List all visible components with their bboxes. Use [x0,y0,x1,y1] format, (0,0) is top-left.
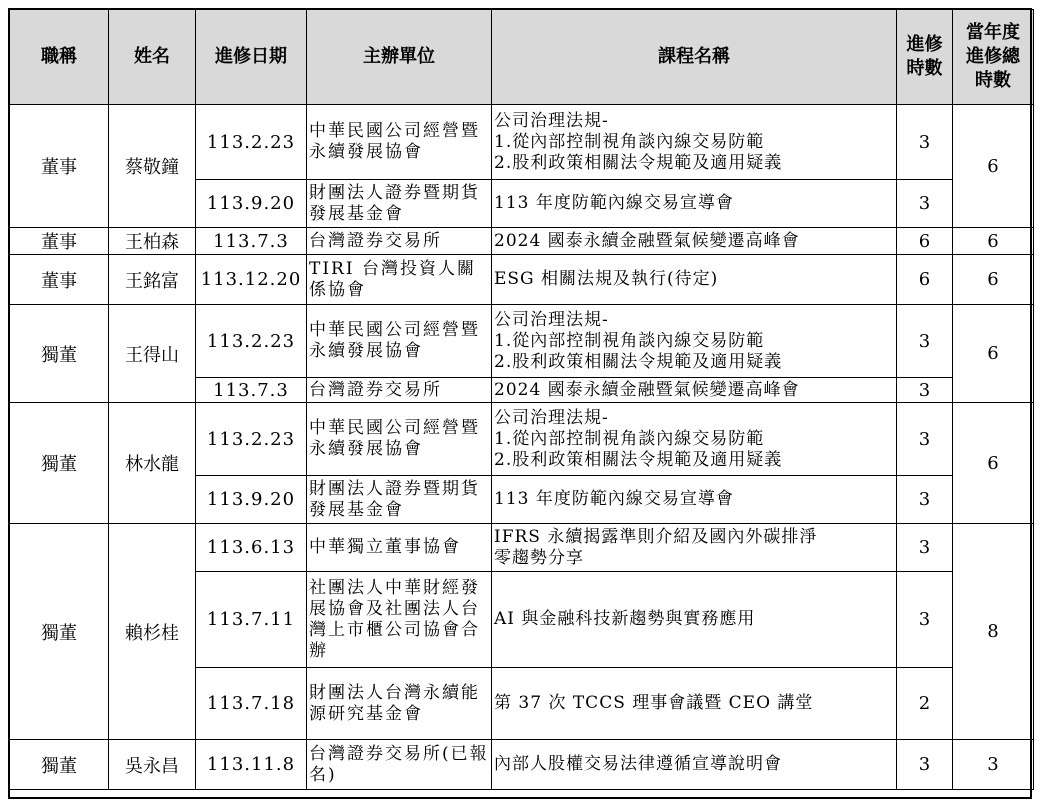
organizer-cell: 財團法人台灣永續能源研究基金會 [307,668,492,740]
date-cell: 113.12.20 [196,255,307,305]
hours-cell: 3 [897,524,953,572]
course-cell: 113 年度防範內線交易宣導會 [492,180,897,228]
organizer-cell: TIRI 台灣投資人關係協會 [307,255,492,305]
date-cell: 113.7.18 [196,668,307,740]
total-hours-cell: 6 [953,228,1034,255]
hours-cell: 3 [897,105,953,180]
date-cell: 113.6.13 [196,524,307,572]
header-date: 進修日期 [196,10,307,105]
hours-cell: 3 [897,476,953,524]
title-cell: 獨董 [10,403,109,524]
hours-cell: 3 [897,378,953,403]
table-row [10,228,1034,255]
date-cell: 113.2.23 [196,105,307,180]
hours-cell: 6 [897,228,953,255]
course-cell: AI 與金融科技新趨勢與實務應用 [492,572,897,668]
total-hours-cell: 3 [953,740,1034,790]
hours-cell: 3 [897,180,953,228]
hours-cell: 3 [897,740,953,790]
name-cell: 蔡敬鐘 [109,105,196,228]
name-cell: 王柏森 [109,228,196,255]
organizer-cell: 財團法人證券暨期貨發展基金會 [307,180,492,228]
name-cell: 王得山 [109,305,196,403]
table-row [10,524,1034,572]
title-cell: 獨董 [10,740,109,790]
total-hours-cell: 6 [953,403,1034,524]
hours-cell: 3 [897,305,953,378]
total-hours-cell: 6 [953,255,1034,305]
name-cell: 賴杉桂 [109,524,196,740]
header-row [10,10,1034,105]
total-hours-cell: 6 [953,305,1034,403]
date-cell: 113.7.3 [196,228,307,255]
organizer-cell: 台灣證券交易所 [307,378,492,403]
director-training-table [9,9,1034,790]
header-course: 課程名稱 [492,10,897,105]
table-row [10,255,1034,305]
course-cell: ESG 相關法規及執行(待定) [492,255,897,305]
date-cell: 113.7.11 [196,572,307,668]
table-row [10,403,1034,476]
course-cell: 公司治理法規- 1.從內部控制視角談內線交易防範 2.股利政策相關法令規範及適用疑義 [492,305,897,378]
hours-cell: 6 [897,255,953,305]
course-cell: 2024 國泰永續金融暨氣候變遷高峰會 [492,378,897,403]
table-row [10,740,1034,790]
organizer-cell: 中華民國公司經營暨永續發展協會 [307,105,492,180]
header-total-hours: 當年度 進修總 時數 [953,10,1034,105]
header-hours: 進修 時數 [897,10,953,105]
name-cell: 王銘富 [109,255,196,305]
organizer-cell: 台灣證券交易所(已報名) [307,740,492,790]
title-cell: 董事 [10,255,109,305]
table-row [10,105,1034,180]
hours-cell: 3 [897,572,953,668]
organizer-cell: 社團法人中華財經發展協會及社團法人台灣上市櫃公司協會合辦 [307,572,492,668]
date-cell: 113.2.23 [196,305,307,378]
hours-cell: 3 [897,403,953,476]
header-name: 姓名 [109,10,196,105]
organizer-cell: 中華民國公司經營暨永續發展協會 [307,403,492,476]
date-cell: 113.9.20 [196,180,307,228]
course-cell: 公司治理法規- 1.從內部控制視角談內線交易防範 2.股利政策相關法令規範及適用疑義 [492,105,897,180]
table-row [10,305,1034,378]
header-title: 職稱 [10,10,109,105]
course-cell: 第 37 次 TCCS 理事會議暨 CEO 講堂 [492,668,897,740]
organizer-cell: 中華民國公司經營暨永續發展協會 [307,305,492,378]
total-hours-cell: 8 [953,524,1034,740]
header-organizer: 主辦單位 [307,10,492,105]
course-cell: 2024 國泰永續金融暨氣候變遷高峰會 [492,228,897,255]
date-cell: 113.7.3 [196,378,307,403]
course-cell: 公司治理法規- 1.從內部控制視角談內線交易防範 2.股利政策相關法令規範及適用疑義 [492,403,897,476]
title-cell: 董事 [10,105,109,228]
name-cell: 吳永昌 [109,740,196,790]
organizer-cell: 台灣證券交易所 [307,228,492,255]
organizer-cell: 財團法人證券暨期貨發展基金會 [307,476,492,524]
date-cell: 113.11.8 [196,740,307,790]
course-cell: 內部人股權交易法律遵循宣導說明會 [492,740,897,790]
date-cell: 113.9.20 [196,476,307,524]
title-cell: 董事 [10,228,109,255]
title-cell: 獨董 [10,305,109,403]
title-cell: 獨董 [10,524,109,740]
course-cell: 113 年度防範內線交易宣導會 [492,476,897,524]
course-cell: IFRS 永續揭露準則介紹及國內外碳排淨 零趨勢分享 [492,524,897,572]
date-cell: 113.2.23 [196,403,307,476]
total-hours-cell: 6 [953,105,1034,228]
hours-cell: 2 [897,668,953,740]
name-cell: 林水龍 [109,403,196,524]
organizer-cell: 中華獨立董事協會 [307,524,492,572]
